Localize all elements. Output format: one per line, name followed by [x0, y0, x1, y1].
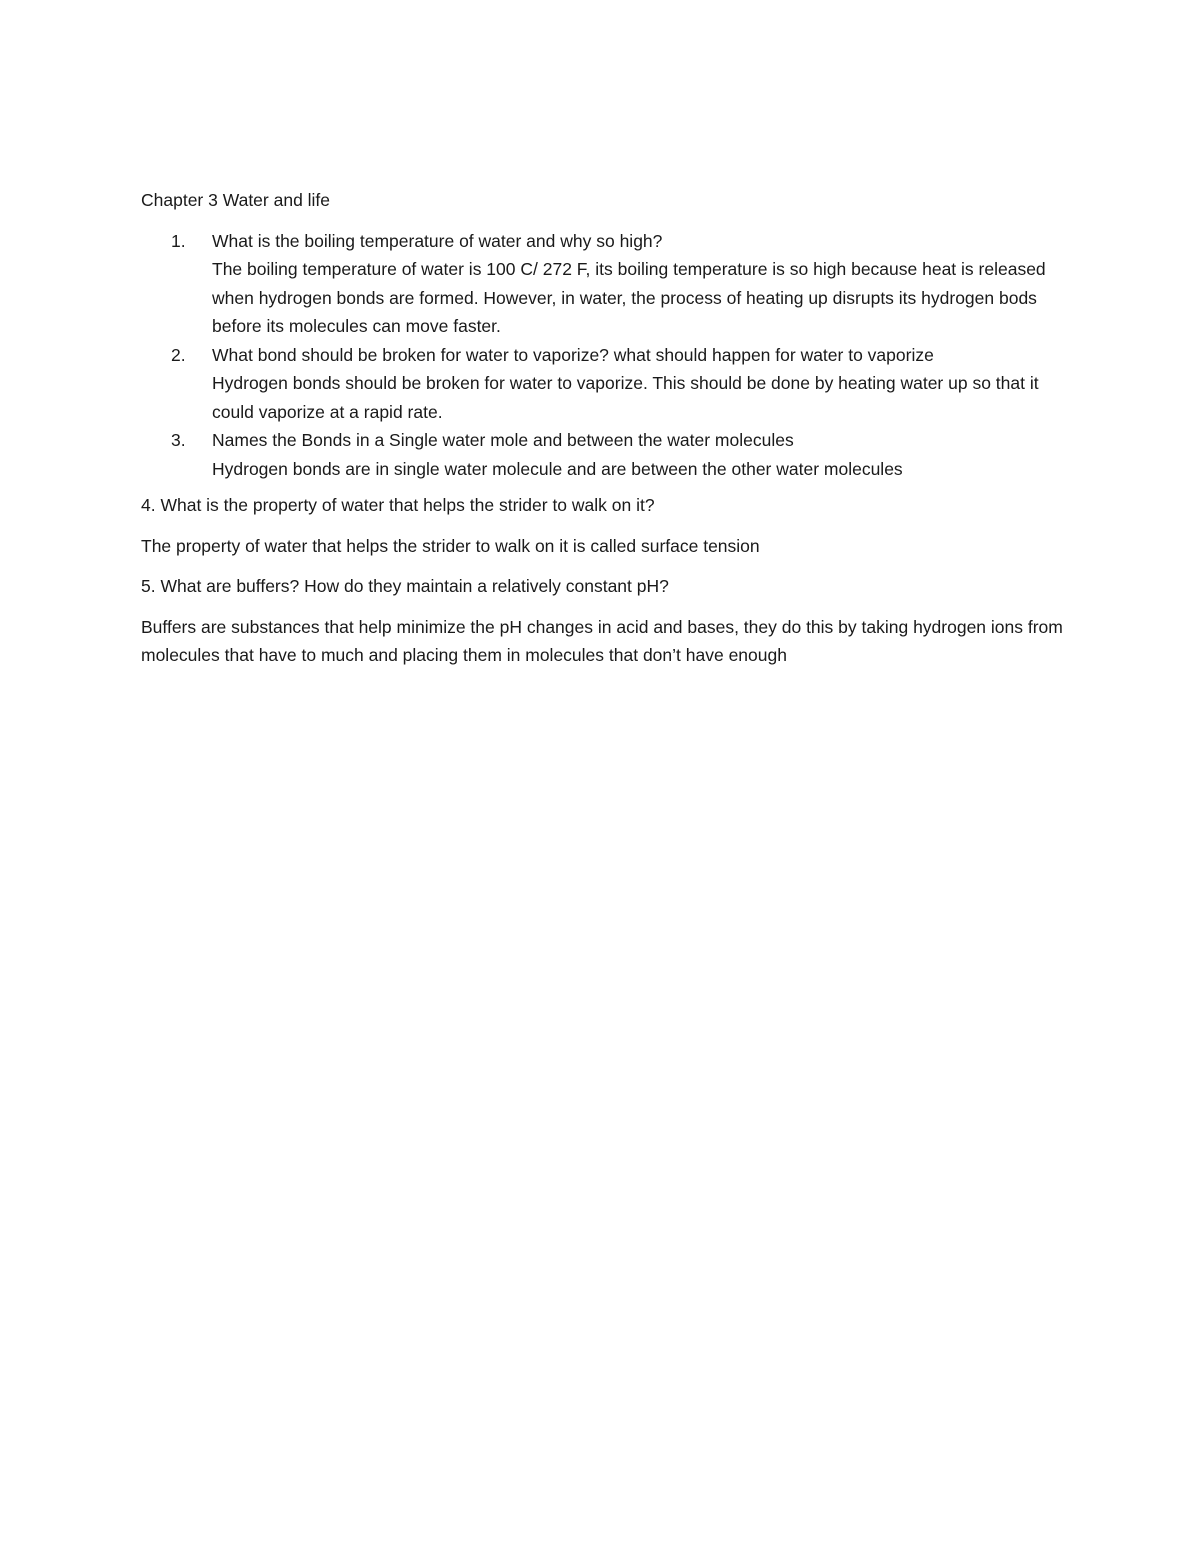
document-title: Chapter 3 Water and life: [141, 190, 331, 210]
question-4: 4. What is the property of water that helps the strider to walk on it?: [141, 495, 655, 515]
numbered-question-list: [141, 227, 1081, 484]
question-text: What bond should be broken for water to vaporize? what should happen for water to vaporize: [212, 344, 934, 365]
question-5: 5. What are buffers? How do they maintain a relatively constant pH?: [141, 576, 669, 596]
answer-text: Hydrogen bonds are in single water molecule and are between the other water molecules: [212, 458, 903, 479]
answer-4: The property of water that helps the strider to walk on it is called surface tension: [141, 535, 760, 556]
item-number: 3.: [171, 430, 186, 450]
question-text: What is the boiling temperature of water and why so high?: [212, 230, 663, 251]
list-item: [141, 426, 1081, 483]
answer-5: Buffers are substances that help minimize the pH changes in acid and bases, they do this by taking hydrogen ions from molecules that have to much and placing them in molecules that don’t have enough: [141, 616, 1063, 665]
question-text: Names the Bonds in a Single water mole and between the water molecules: [212, 430, 794, 450]
list-item: [141, 227, 1081, 341]
document-body: [141, 186, 1081, 682]
answer-text: Hydrogen bonds should be broken for water to vaporize. This should be done by heating water up so that it could vaporize at a rapid rate.: [212, 373, 1039, 422]
item-number: 1.: [171, 230, 186, 251]
item-number: 2.: [171, 344, 186, 365]
answer-text: The boiling temperature of water is 100 C/ 272 F, its boiling temperature is so high because heat is released when hydrogen bonds are formed. However, in water, the process of heating up disrupts its hydrogen bods before its molecules can move faster.: [212, 259, 1046, 336]
list-item: [141, 341, 1081, 427]
